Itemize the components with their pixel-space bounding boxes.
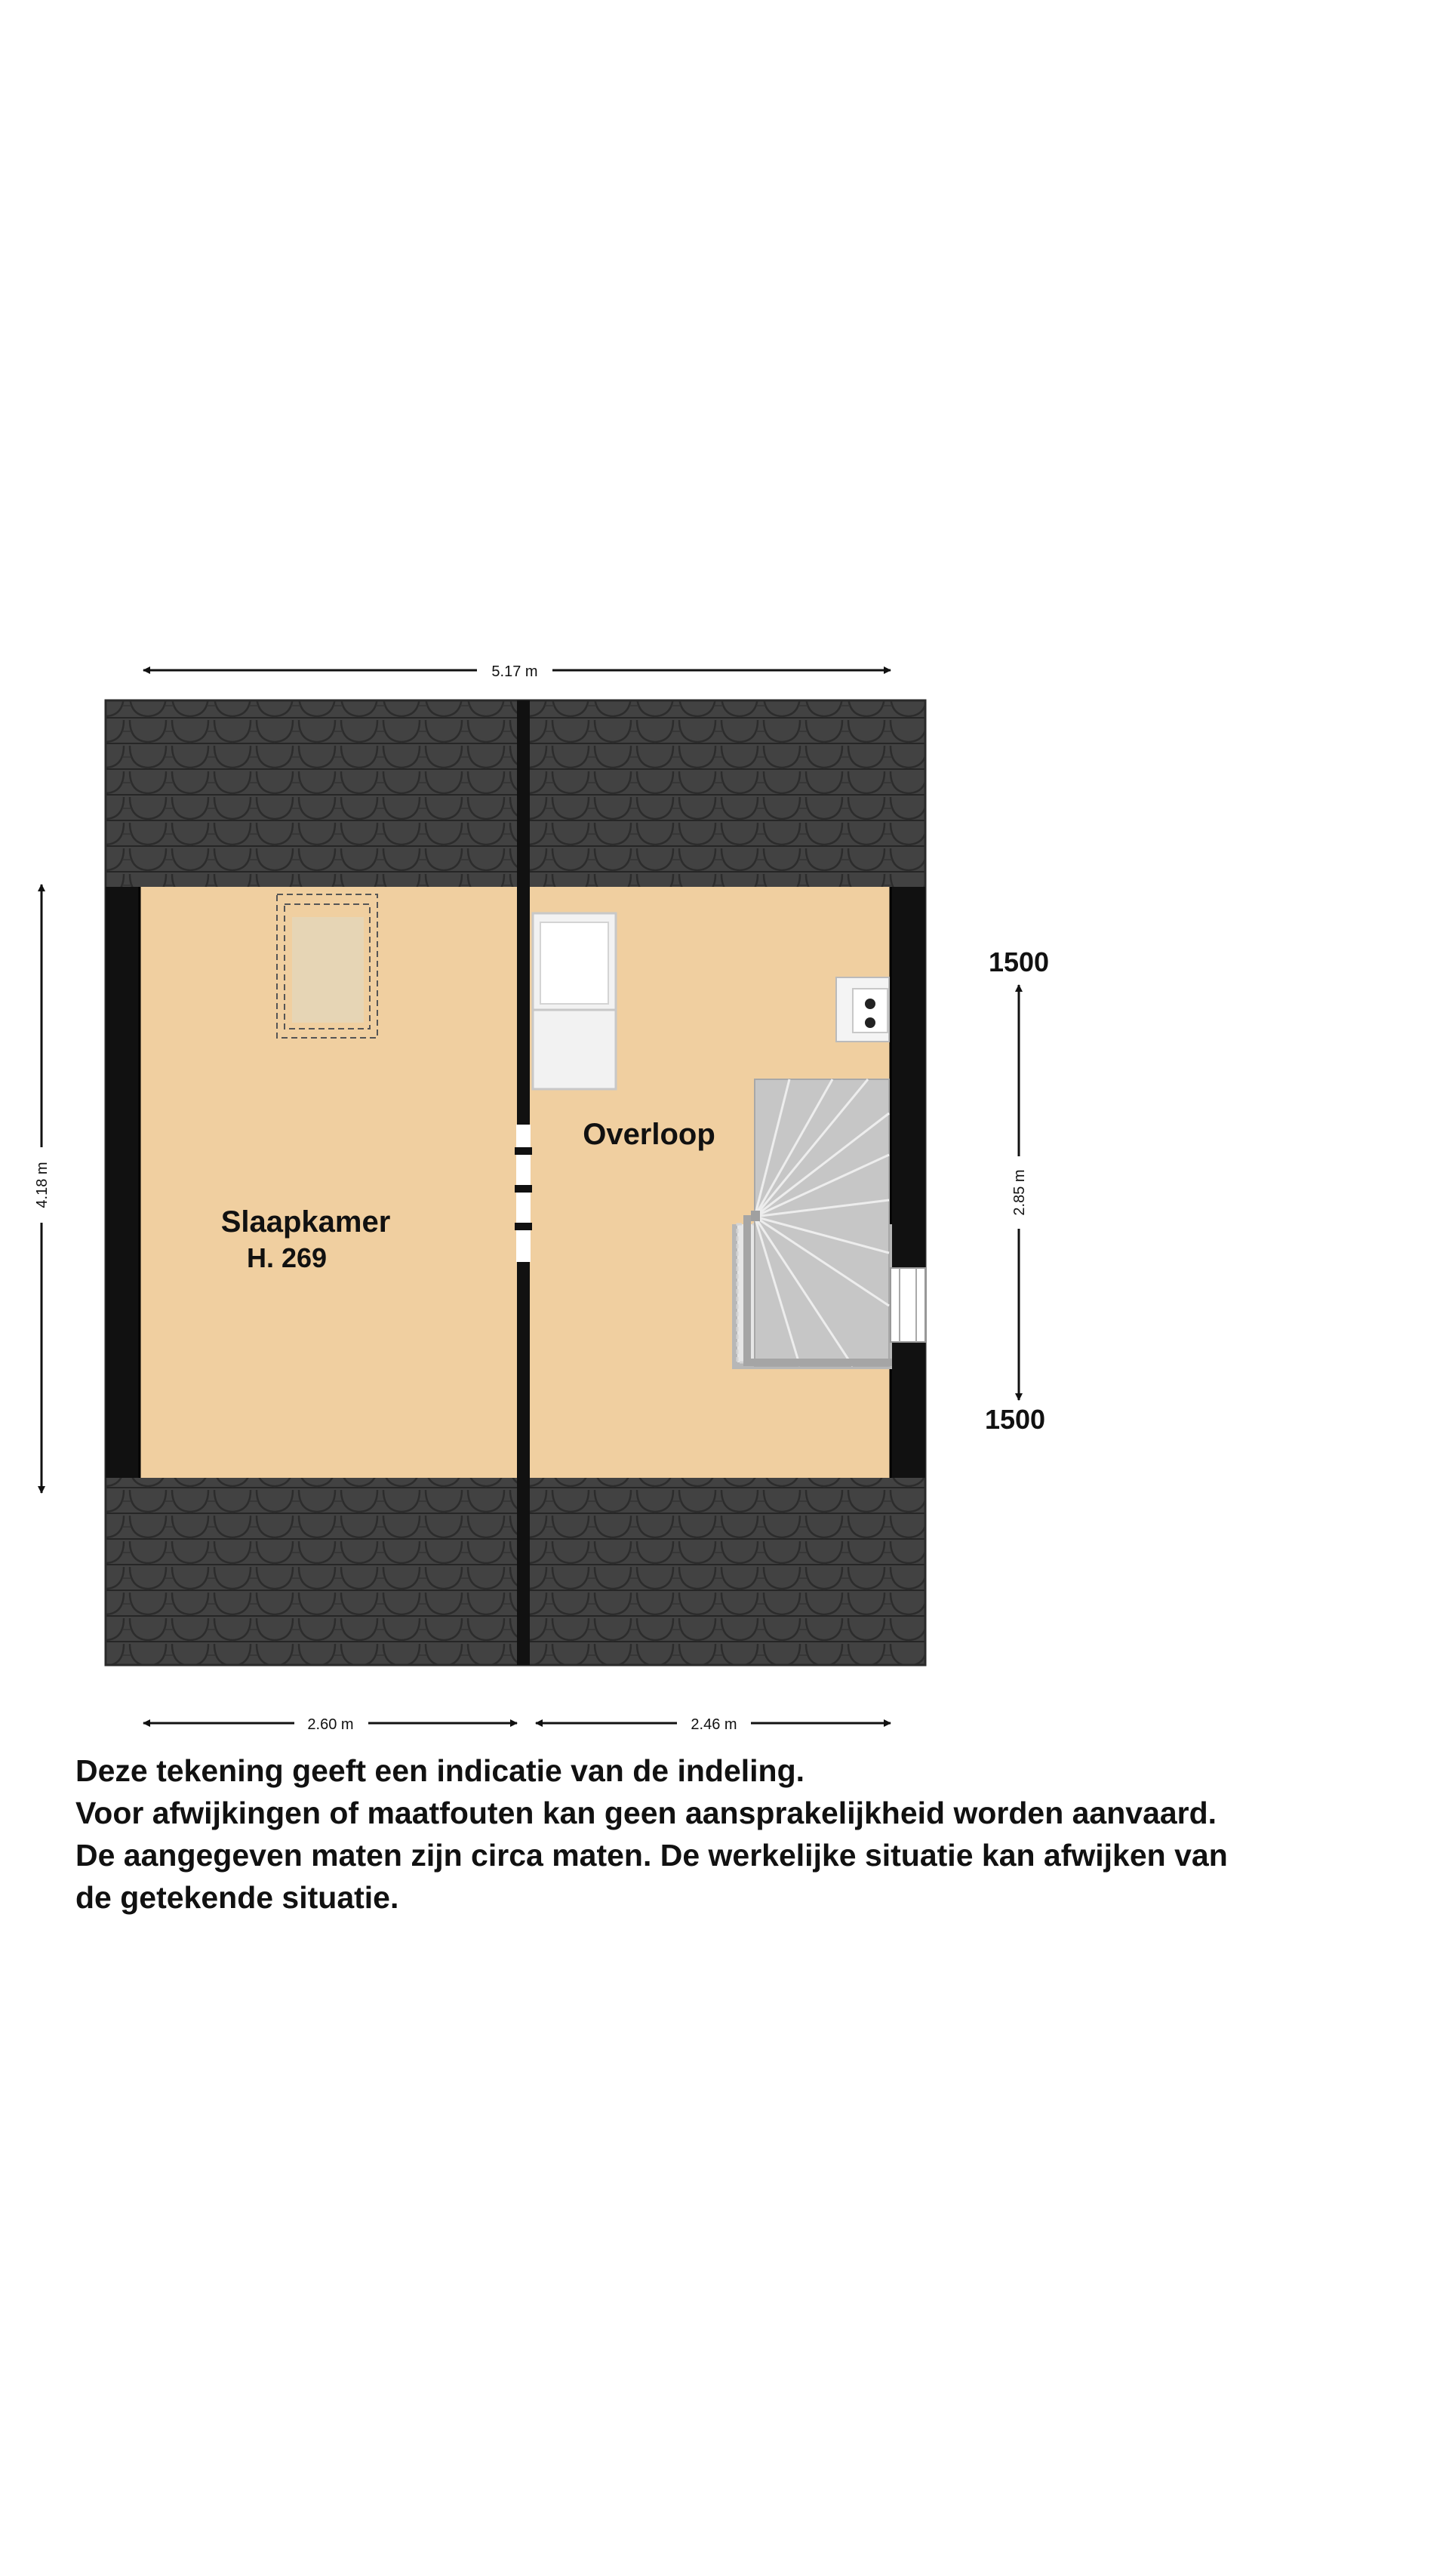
- disclaimer-line-2: Voor afwijkingen of maatfouten kan geen aansprakelijkheid worden aanvaard.: [75, 1796, 1217, 1830]
- room-height-slaapkamer: H. 269: [246, 1242, 328, 1273]
- wall-left: [106, 887, 140, 1478]
- dim-landing-width: 2.46 m: [691, 1716, 737, 1733]
- dim-total-depth: 4.18 m: [34, 1162, 51, 1208]
- boiler: [836, 977, 889, 1042]
- roof-top: [106, 700, 925, 887]
- knee-wall-height-top: 1500: [988, 946, 1050, 977]
- dim-bedroom-width: 2.60 m: [307, 1716, 354, 1733]
- room-label-overloop: Overloop: [583, 1118, 715, 1151]
- roof-bottom: [106, 1478, 925, 1665]
- door-opening: [515, 1125, 532, 1262]
- room-label-slaapkamer: Slaapkamer: [220, 1205, 391, 1239]
- wall-right: [891, 887, 925, 1478]
- knee-wall-height-bottom: 1500: [984, 1404, 1046, 1435]
- dim-knee-wall-span: 2.85 m: [1011, 1169, 1028, 1216]
- cabinet: [533, 913, 616, 1089]
- dim-total-width: 5.17 m: [491, 663, 538, 680]
- window-right: [891, 1268, 925, 1342]
- disclaimer: [75, 1750, 1434, 1919]
- staircase: [732, 1079, 892, 1369]
- disclaimer-line-1: Deze tekening geeft een indicatie van de indeling.: [75, 1753, 805, 1788]
- disclaimer-line-4: de getekende situatie.: [75, 1880, 399, 1915]
- disclaimer-line-3: De aangegeven maten zijn circa maten. De werkelijke situatie kan afwijken van: [75, 1838, 1228, 1873]
